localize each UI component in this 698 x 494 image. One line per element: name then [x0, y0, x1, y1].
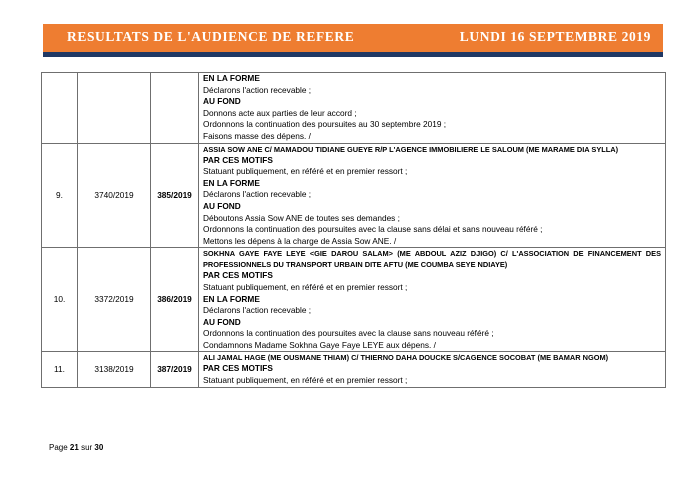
- row-number: 9.: [42, 143, 78, 248]
- section-heading: PAR CES MOTIFS: [203, 270, 273, 281]
- ruling-line: Ordonnons la continuation des poursuites avec la clause sans délai et sans nouveau référé ;: [203, 224, 543, 235]
- ruling-line: Statuant publiquement, en référé et en premier ressort ;: [203, 375, 408, 386]
- section-heading: AU FOND: [203, 96, 241, 107]
- page-title: RESULTATS DE L'AUDIENCE DE REFERE: [67, 29, 355, 44]
- role-number: 3740/2019: [78, 143, 151, 248]
- parties-line: ASSIA SOW ANE C/ MAMADOU TIDIANE GUEYE R/P L'AGENCE IMMOBILIERE LE SALOUM (ME MARAME DIA SYLLA): [203, 144, 619, 154]
- role-number: 3372/2019: [78, 248, 151, 352]
- ruling-line: Déclarons l'action recevable ;: [203, 305, 312, 316]
- decision-number: [151, 73, 199, 144]
- section-heading: AU FOND: [203, 200, 241, 211]
- ruling-line: Faisons masse des dépens. /: [203, 130, 311, 141]
- section-heading: EN LA FORME: [203, 177, 260, 188]
- section-heading: EN LA FORME: [203, 73, 260, 83]
- ruling-line: Condamnons Madame Sokhna Gaye Faye LEYE aux dépens. /: [203, 339, 436, 350]
- hearing-date: LUNDI 16 SEPTEMBRE 2019: [459, 29, 651, 44]
- decision-number: 385/2019: [151, 143, 199, 248]
- role-number: 3138/2019: [78, 352, 151, 387]
- section-heading: PAR CES MOTIFS: [203, 363, 273, 374]
- parties-line: SOKHNA GAYE FAYE LEYE <GIE DAROU SALAM> (ME ABDOUL AZIZ DJIGO) C/ L'ASSOCIATION DE FINANCEMENT DES PROFESSIONNELS DU TRANSPORT URBAIN DITE AFTU (ME COUMBA SEYE NDIAYE): [203, 249, 661, 270]
- ruling-line: Ordonnons la continuation des poursuites avec la clause sans nouveau référé ;: [203, 328, 494, 339]
- of-word: sur: [81, 443, 93, 452]
- ruling-line: Mettons les dépens à la charge de Assia Sow ANE. /: [203, 235, 397, 246]
- decision-text: [199, 143, 666, 248]
- results-table-body: [42, 73, 666, 388]
- page-word: Page: [49, 443, 68, 452]
- ruling-line: Déboutons Assia Sow ANE de toutes ses demandes ;: [203, 212, 400, 223]
- table-row: [42, 143, 666, 248]
- table-row: [42, 352, 666, 387]
- table-row: [42, 248, 666, 352]
- decision-text: [199, 73, 666, 144]
- table-row: [42, 73, 666, 144]
- decision-number: 387/2019: [151, 352, 199, 387]
- ruling-line: Déclarons l'action recevable ;: [203, 189, 312, 200]
- parties-line: ALI JAMAL HAGE (ME OUSMANE THIAM) C/ THIERNO DAHA DOUCKE S/CAGENCE SOCOBAT (ME BAMAR NGOM): [203, 353, 609, 363]
- row-number: [42, 73, 78, 144]
- section-heading: PAR CES MOTIFS: [203, 154, 273, 165]
- decision-number: 386/2019: [151, 248, 199, 352]
- decision-text: [199, 248, 666, 352]
- row-number: 11.: [42, 352, 78, 387]
- ruling-line: Donnons acte aux parties de leur accord ;: [203, 107, 357, 118]
- ruling-line: Statuant publiquement, en référé et en premier ressort ;: [203, 166, 408, 177]
- role-number: [78, 73, 151, 144]
- ruling-line: Statuant publiquement, en référé et en premier ressort ;: [203, 281, 408, 292]
- page-footer: [49, 443, 103, 452]
- section-heading: EN LA FORME: [203, 293, 260, 304]
- section-heading: AU FOND: [203, 316, 241, 327]
- decision-text: [199, 352, 666, 387]
- row-number: 10.: [42, 248, 78, 352]
- ruling-line: Ordonnons la continuation des poursuites au 30 septembre 2019 ;: [203, 119, 447, 130]
- page-total: 30: [94, 443, 104, 452]
- page-number: 21: [69, 443, 79, 452]
- results-table: [41, 72, 666, 388]
- header-banner: [43, 24, 663, 57]
- ruling-line: Déclarons l'action recevable ;: [203, 84, 312, 95]
